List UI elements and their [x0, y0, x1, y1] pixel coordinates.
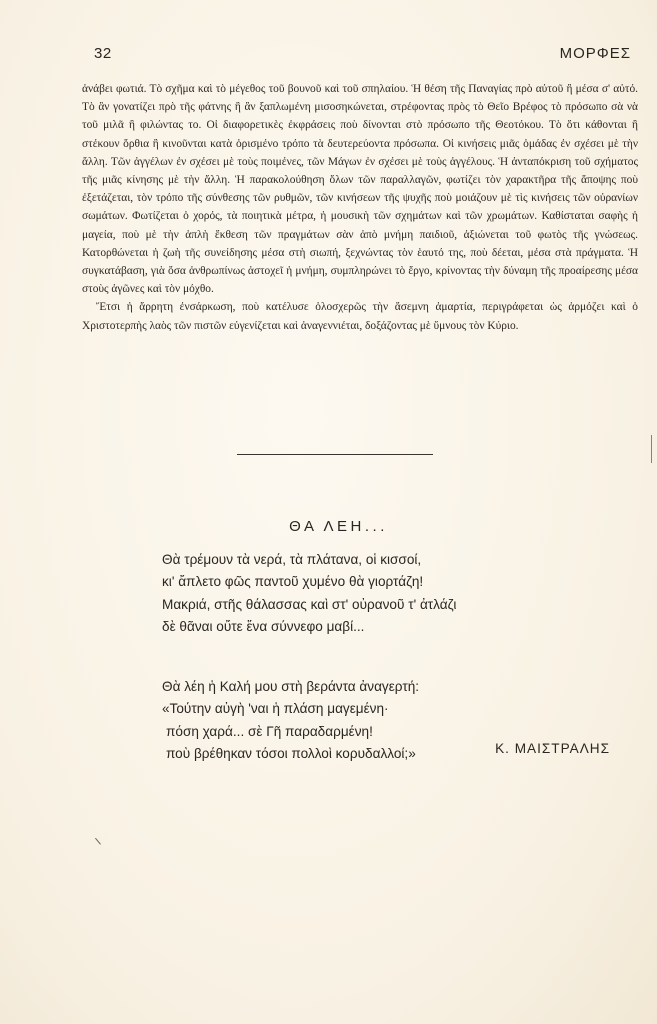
poem-line: Μακριά, στῆς θάλασσας καὶ στ' οὐρανοῦ τ' ἀτλάζι [162, 596, 457, 612]
prose-paragraph-1: ἀνάβει φωτιά. Τὸ σχῆμα καὶ τὸ μέγεθος τοῦ βουνοῦ καὶ τοῦ σπηλαίου. Ἡ θέση τῆς Παναγίας πρὸ αὐτοῦ ἢ μέσα σ' αὐτό. Τὸ ἂν γονατίζει πρὸ τῆς φάτνης ἢ ἂν ξαπλωμένη μισοσηκώνεται, στρέφοντας πρὸς τὸ Θεῖο Βρέφος τὸ πρόσωπο σὰ νὰ τοῦ μιλᾶ ἢ φιλώντας το. Οἱ διαφορετικὲς ἐκφράσεις ποὺ δίνονται στὸ πρόσωπο τῆς Θεοτόκου. Τὸ ὅτι κάθονται ἢ στέκουν ὄρθια ἢ κινοῦνται κατὰ ὁρισμένο τρόπο τὰ δευτερεύοντα πρόσωπα. Οἱ κινήσεις μιᾶς ὁμάδας ἐν σχέσει μὲ τὴν ἄλλη. Τῶν ἀγγέλων ἐν σχέσει μὲ τοὺς ποιμένες, τῶν Μάγων ἐν σχέσει μὲ τοὺς ἀγγέλους. Ἡ ἀνταπόκριση τοῦ σχήματος τῆς μιᾶς κίνησης μὲ τὴν ἄλλη. Ἡ παρακολούθηση ὅλων τῶν παραλλαγῶν, φωτίζει τὸν χαρακτῆρα τῆς ἄποψης ποὺ ἐξετάζεται, τὸν τρόπο τῆς σύνθεσης τῶν ρυθμῶν, τῶν κινήσεων τῆς ψυχῆς ποὺ μοιάζουν μὲ τὶς κινήσεις τῶν οὐρανίων σωμάτων. Φωτίζεται ὁ χορός, τὰ ποιητικὰ μέτρα, ἡ μουσικὴ τῶν σχημάτων καὶ τῶν χρωμάτων. Καθίσταται σαφὴς ἡ μαγεία, ποὺ μὲ τὴν ἁπλὴ ἔκθεση τῶν πραγμάτων σὰν ἀπὸ μνήμη παιδιοῦ, ἀξιώνεται τοῦ φωτὸς τῆς γνώσεως. Κατορθώνεται ἡ ζωὴ τῆς συνείδησης μέσα στὴ σιωπή, ξεχνώντας τὸν ἑαυτό της, ποὺ δέεται, μέσα στὰ πράγματα. Ἡ συγκατάβαση, γιὰ ὅσα ἀνθρωπίνως ἀστοχεῖ ἡ μνήμη, συμπληρώνει τὸ ἔργο, κρίνοντας τὴν δύναμη τῆς προαίρεσης μέσα στοὺς ἀγῶνες καὶ τὸν μόχθο. [82, 83, 638, 296]
margin-mark [651, 435, 652, 463]
stray-mark [95, 835, 104, 844]
prose-paragraph-2: Ἔτσι ἡ ἄρρητη ἐνσάρκωση, ποὺ κατέλυσε ὁλοσχερῶς τὴν ἄσεμνη ἁμαρτία, περιγράφεται ὡς ἁρμόζει καὶ ὁ Χριστοτερπὴς λαὸς τῶν πιστῶν εὐγενίζεται καὶ ἀναγεννιέται, δοξάζοντας μὲ ὕμνους τὸν Κύριο. [82, 301, 638, 332]
poem-line: Θὰ λέη ἡ Καλή μου στὴ βεράντα ἀναγερτή: [162, 679, 420, 694]
poem-line: δὲ θᾶναι οὔτε ἕνα σύννεφο μαβί... [162, 619, 365, 635]
page-number: 32 [94, 45, 112, 62]
poem-signature: Κ. ΜΑΙΣΤΡΑΛΗΣ [495, 741, 610, 756]
poem-line: ποὺ βρέθηκαν τόσοι πολλοὶ κορυδαλλοί;» [166, 746, 416, 762]
running-head: ΜΟΡΦΕΣ [559, 45, 631, 62]
poem-title: ΘΑ ΛΕΗ... [289, 518, 388, 535]
article-prose [82, 80, 638, 335]
poem-line: Θὰ τρέμουν τὰ νερά, τὰ πλάτανα, οἱ κισσοί, [162, 552, 422, 567]
section-divider [237, 454, 433, 455]
poem-stanza-1 [162, 549, 622, 639]
poem-line: πόση χαρά... σὲ Γῆ παραδαρμένη! [166, 723, 373, 739]
poem-line: κι' ἄπλετο φῶς παντοῦ χυμένο θὰ γιορτάζη! [162, 574, 424, 590]
poem-line: «Τούτην αὐγὴ 'ναι ἡ πλάση μαγεμένη· [162, 701, 389, 717]
